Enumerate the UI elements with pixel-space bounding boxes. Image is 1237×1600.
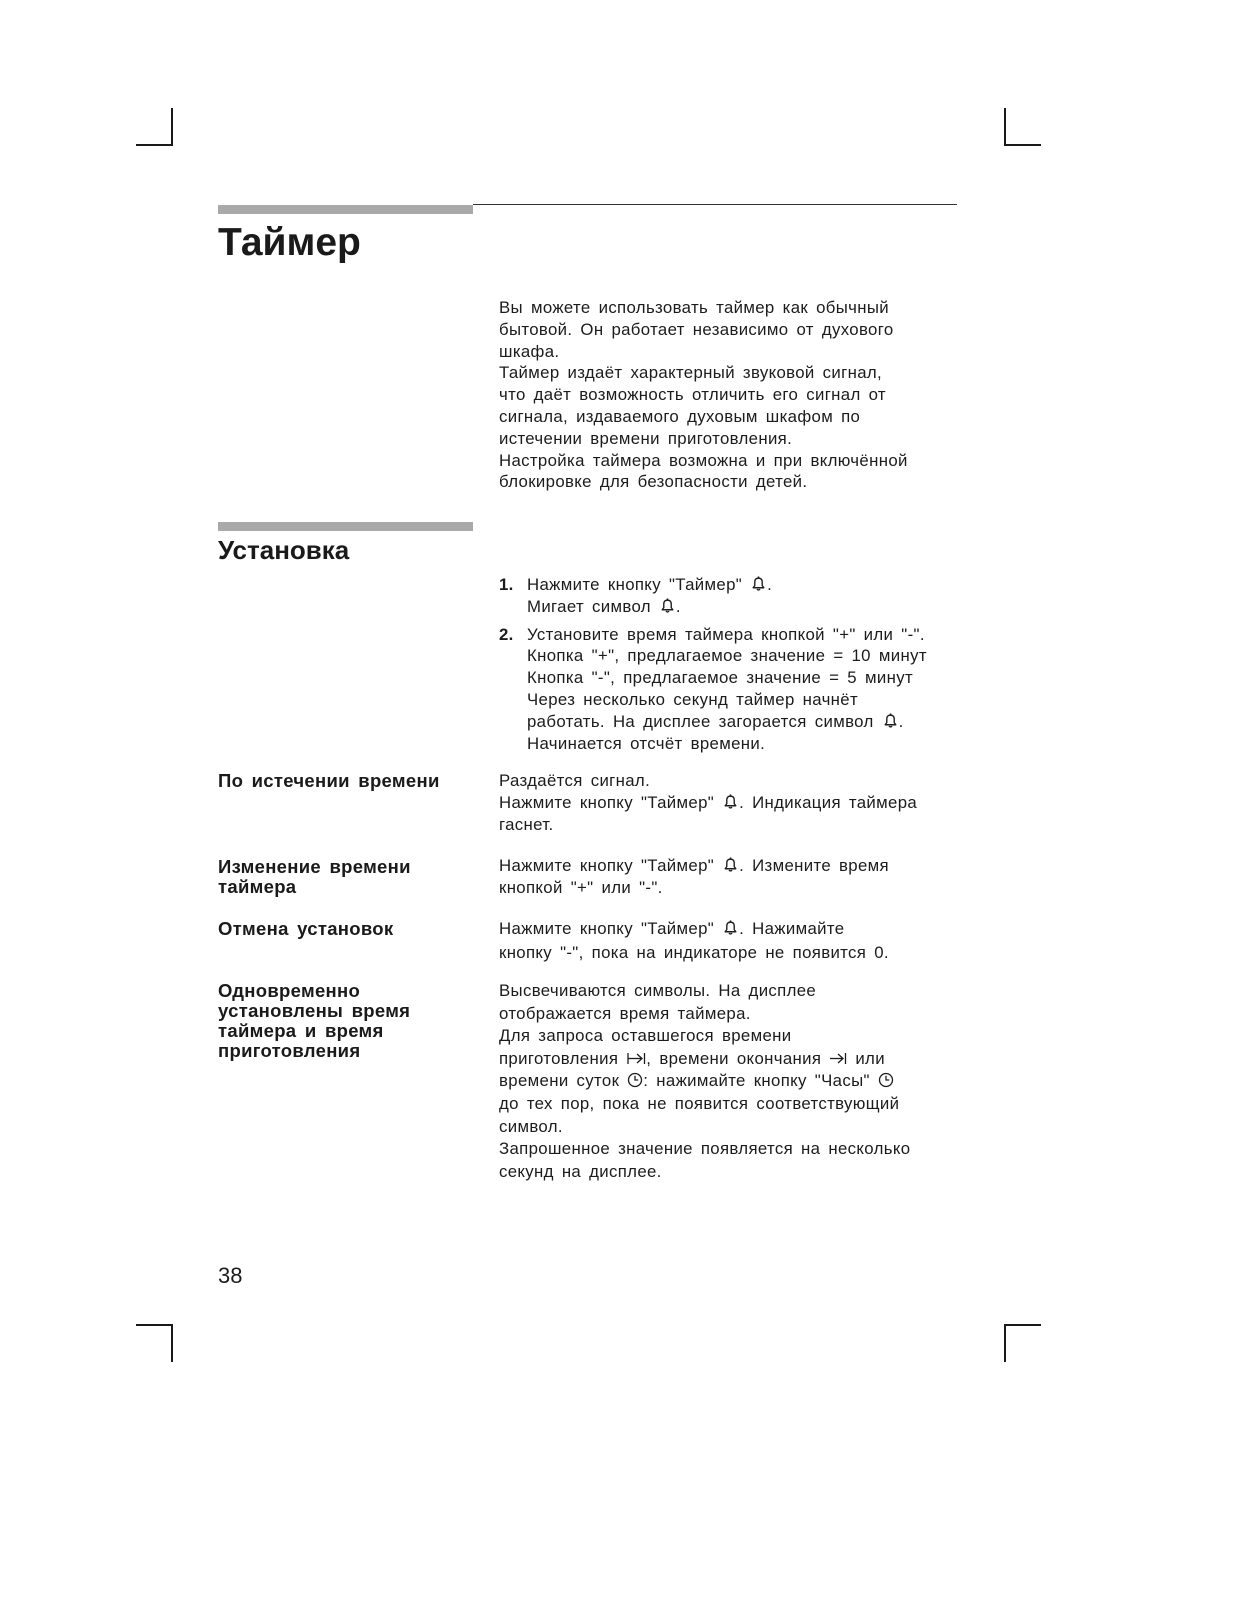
crop-mark-bottom-left-v: [171, 1324, 173, 1362]
step-number: 2.: [499, 624, 514, 644]
body-line: Нажмите кнопку "Таймер": [499, 919, 715, 938]
step-text: Начинается отсчёт времени.: [527, 733, 766, 753]
bell-icon: [750, 575, 767, 592]
crop-mark-top-left-v: [171, 108, 173, 146]
body-line: Для запроса оставшегося времени: [499, 1026, 792, 1046]
body-line: гаснет.: [499, 814, 554, 834]
step-2: [499, 624, 979, 755]
label-line: Изменение времени: [218, 856, 411, 877]
body-line: : нажимайте кнопку "Часы": [643, 1071, 870, 1091]
step-text: Кнопка "+", предлагаемое значение = 10 минут: [527, 646, 927, 666]
step-text: Кнопка "-", предлагаемое значение = 5 минут: [527, 668, 913, 688]
body-line: символ.: [499, 1116, 563, 1136]
bell-icon: [882, 712, 899, 729]
step-text: Установите время таймера кнопкой "+" или "-".: [527, 624, 925, 644]
intro-line: блокировке для безопасности детей.: [499, 472, 808, 492]
change-text: [499, 855, 969, 899]
intro-text: [499, 297, 969, 493]
body-line: секунд на дисплее.: [499, 1161, 662, 1181]
title-rule: [473, 204, 957, 205]
page-title: Таймер: [218, 221, 361, 264]
body-line: Раздаётся сигнал.: [499, 771, 651, 790]
page-number: 38: [218, 1263, 243, 1288]
crop-mark-bottom-left-h: [136, 1324, 173, 1326]
step-text: .: [675, 596, 681, 616]
step-text: работать. На дисплее загорается символ: [527, 711, 874, 731]
label-line: таймера: [218, 876, 297, 897]
intro-line: что даёт возможность отличить его сигнал от: [499, 385, 886, 405]
body-line: . Измените время: [739, 856, 889, 875]
intro-line: истечении времени приготовления.: [499, 428, 793, 448]
body-line: времени суток: [499, 1071, 620, 1091]
cancel-text: [499, 917, 969, 964]
simultaneous-text: [499, 980, 969, 1183]
step-text: Через несколько секунд таймер начнёт: [527, 689, 859, 709]
section-heading-setup: Установка: [218, 535, 350, 565]
bell-icon: [659, 597, 676, 614]
body-line: кнопкой "+" или "-".: [499, 877, 663, 897]
label-line: приготовления: [218, 1040, 361, 1061]
bell-icon: [722, 793, 739, 810]
body-line: кнопку "-", пока на индикаторе не появится 0.: [499, 942, 889, 962]
expiry-text: [499, 770, 969, 835]
body-line: отображается время таймера.: [499, 1003, 751, 1023]
cooking-time-icon: [626, 1051, 646, 1066]
end-time-icon: [829, 1051, 847, 1066]
step-text: .: [767, 575, 773, 594]
body-line: . Индикация таймера: [739, 792, 918, 812]
body-line: Запрошенное значение появляется на несколько: [499, 1139, 911, 1159]
crop-mark-top-right-v: [1004, 108, 1006, 146]
clock-icon: [627, 1072, 643, 1088]
label-change-time: [218, 857, 478, 897]
intro-line: шкафа.: [499, 341, 560, 361]
intro-line: Таймер издаёт характерный звуковой сигнал,: [499, 363, 883, 383]
body-line: до тех пор, пока не появится соответствующий: [499, 1093, 900, 1113]
bell-icon: [722, 919, 739, 936]
clock-icon: [878, 1072, 894, 1088]
intro-line: сигнала, издаваемого духовым шкафом по: [499, 406, 861, 426]
label-line: таймера и время: [218, 1020, 384, 1041]
body-line: Нажмите кнопку "Таймер": [499, 792, 715, 812]
label-line: установлены время: [218, 1000, 411, 1021]
crop-mark-bottom-right-h: [1004, 1324, 1041, 1326]
setup-steps: [499, 574, 979, 760]
title-accent-bar: [218, 205, 473, 214]
label-line: Одновременно: [218, 980, 361, 1001]
body-line: Высвечиваются символы. На дисплее: [499, 981, 817, 1000]
intro-line: Вы можете использовать таймер как обычный: [499, 298, 889, 317]
section-accent-bar: [218, 522, 473, 531]
step-1: [499, 574, 979, 618]
body-line: Нажмите кнопку "Таймер": [499, 856, 715, 875]
step-text: Мигает символ: [527, 596, 651, 616]
label-expiry: По истечении времени: [218, 770, 440, 791]
label-simultaneous: [218, 981, 478, 1061]
body-line: , времени окончания: [646, 1048, 822, 1068]
bell-icon: [722, 856, 739, 873]
step-text: .: [898, 711, 904, 731]
intro-line: бытовой. Он работает независимо от духового: [499, 319, 894, 339]
crop-mark-top-right-h: [1004, 144, 1041, 146]
crop-mark-bottom-right-v: [1004, 1324, 1006, 1362]
body-line: приготовления: [499, 1048, 619, 1068]
label-cancel: Отмена установок: [218, 918, 394, 939]
body-line: или: [855, 1048, 885, 1068]
crop-mark-top-left-h: [136, 144, 173, 146]
body-line: . Нажимайте: [739, 919, 845, 938]
intro-line: Настройка таймера возможна и при включённой: [499, 450, 908, 470]
step-text: Нажмите кнопку "Таймер": [527, 575, 743, 594]
step-number: 1.: [499, 575, 514, 594]
